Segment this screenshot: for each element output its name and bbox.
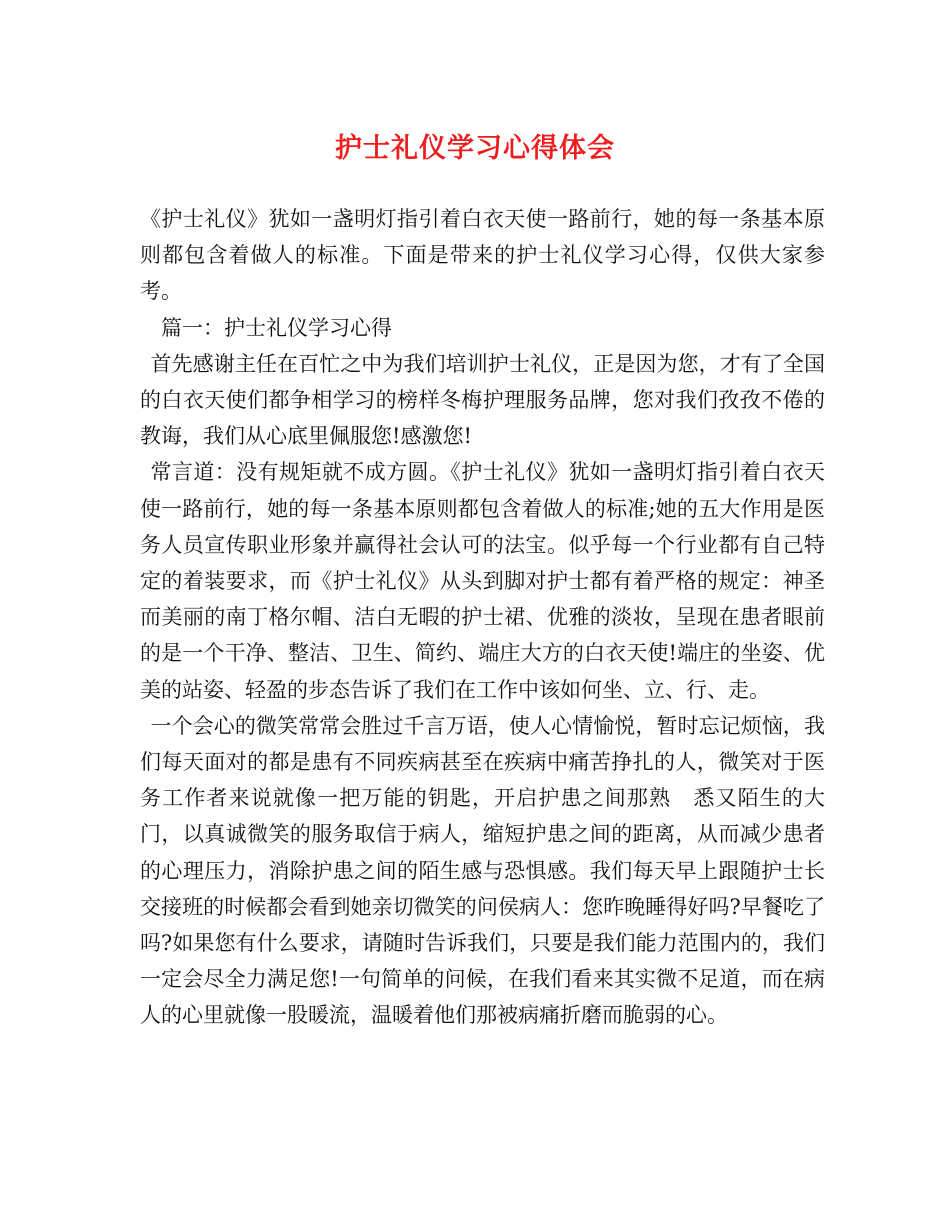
body-paragraph: 常言道：没有规矩就不成方圆。《护士礼仪》犹如一盏明灯指引着白衣天使一路前行，她的每一条基本原则都包含着做人的标准;她的五大作用是医务人员宣传职业形象并赢得社会认可的法宝。似乎每一个行业都有自己特定的着装要求，而《护士礼仪》从头到脚对护士都有着严格的规定：神圣而美丽的南丁格尔帽、洁白无暇的护士裙、优雅的淡妆，呈现在患者眼前的是一个干净、整洁、卫生、简约、端庄大方的白衣天使!端庄的坐姿、优美的站姿、轻盈的步态告诉了我们在工作中该如何坐、立、行、走。 [140,460,825,702]
page-title: 护士礼仪学习心得体会 [335,133,615,164]
intro-paragraph: 《护士礼仪》犹如一盏明灯指引着白衣天使一路前行，她的每一条基本原则都包含着做人的标准。下面是带来的护士礼仪学习心得，仅供大家参考。 [140,207,825,304]
section-heading: 篇一：护士礼仪学习心得 [161,315,392,340]
body-paragraph: 首先感谢主任在百忙之中为我们培训护士礼仪，正是因为您，才有了全国的白衣天使们都争相学习的榜样冬梅护理服务品牌，您对我们孜孜不倦的教诲，我们从心底里佩服您!感激您! [140,351,825,449]
document-body [140,201,825,1034]
body-paragraph: 一个会心的微笑常常会胜过千言万语，使人心情愉悦，暂时忘记烦恼，我们每天面对的都是患有不同疾病甚至在疾病中痛苦挣扎的人，微笑对于医务工作者来说就像一把万能的钥匙，开启护患之间那熟 悉又陌生的大门，以真诚微笑的服务取信于病人，缩短护患之间的距离，从而减少患者的心理压力，消除护患之间的陌生感与恐惧感。我们每天早上跟随护士长交接班的时候都会看到她亲切微笑的问侯病人：您昨晚睡得好吗?早餐吃了吗?如果您有什么要求，请随时告诉我们，只要是我们能力范围内的，我们一定会尽全力满足您!一句简单的问候，在我们看来其实微不足道，而在病人的心里就像一股暖流，温暖着他们那被病痛折磨而脆弱的心。 [140,713,825,1028]
